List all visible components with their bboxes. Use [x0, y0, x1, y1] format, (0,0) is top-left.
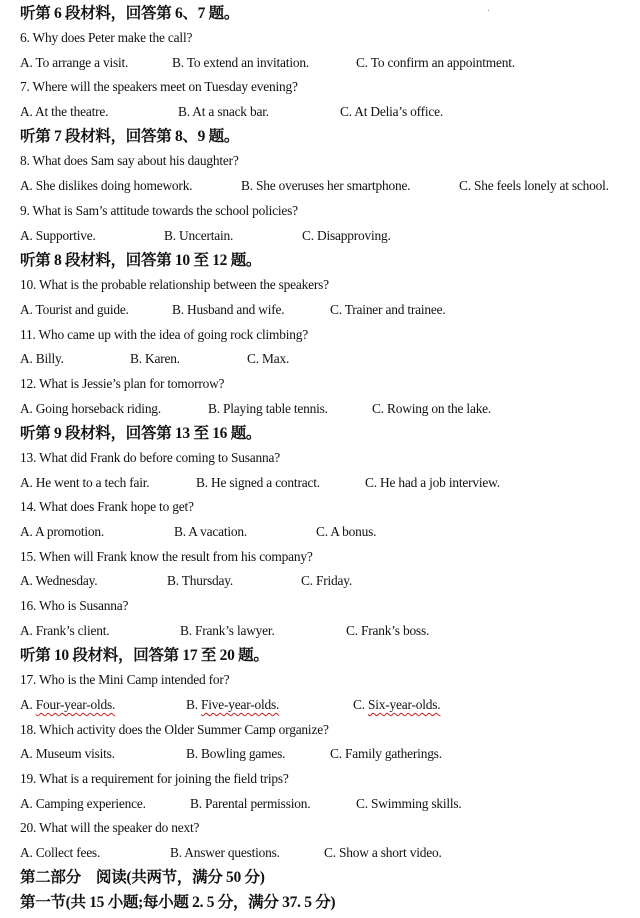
option-c: C. Disapproving.	[302, 228, 391, 243]
option-letter: B.	[186, 697, 202, 712]
question-text: 17. Who is the Mini Camp intended for?	[20, 672, 230, 687]
question-text: 19. What is a requirement for joining the field trips?	[20, 771, 289, 786]
question-text: 15. When will Frank know the result from his company?	[20, 549, 313, 564]
option-a: A. Tourist and guide.	[20, 302, 129, 317]
option-a: A. Billy.	[20, 351, 64, 366]
option-b: B. To extend an invitation.	[172, 55, 309, 70]
question-text: 13. What did Frank do before coming to Susanna?	[20, 450, 280, 465]
question-text: 14. What does Frank hope to get?	[20, 499, 194, 514]
option-c: C. Max.	[247, 351, 290, 366]
section-heading: 听第 7 段材料，回答第 8、9 题。	[20, 128, 240, 145]
option-b: B. Uncertain.	[164, 228, 234, 243]
option-a: A. Going horseback riding.	[20, 401, 161, 416]
option-a: A. A promotion.	[20, 524, 105, 539]
option-a: A. To arrange a visit.	[20, 55, 129, 70]
question-text: 7. Where will the speakers meet on Tuesday evening?	[20, 79, 298, 94]
option-c: C. He had a job interview.	[365, 475, 500, 490]
option-b: B. He signed a contract.	[196, 475, 320, 490]
option-letter: C.	[353, 697, 369, 712]
option-letter: A.	[20, 697, 36, 712]
stray-dot	[488, 10, 489, 11]
option-c: C. Friday.	[301, 573, 353, 588]
option-b: B. At a snack bar.	[178, 104, 269, 119]
option-b: B. She overuses her smartphone.	[241, 178, 411, 193]
question-text: 20. What will the speaker do next?	[20, 820, 200, 835]
option-c: C. Frank’s boss.	[346, 623, 430, 638]
question-text: 10. What is the probable relationship between the speakers?	[20, 277, 329, 292]
option-b	[186, 696, 279, 714]
option-c: C. At Delia’s office.	[340, 104, 444, 119]
option-a: A. Wednesday.	[20, 573, 98, 588]
option-b: B. Karen.	[130, 351, 180, 366]
option-a: A. Frank’s client.	[20, 623, 110, 638]
part-two-title: 第二部分 阅读(共两节，满分 50 分)	[20, 869, 265, 886]
option-c: C. A bonus.	[316, 524, 377, 539]
section-one-title: 第一节(共 15 小题;每小题 2. 5 分，满分 37. 5 分)	[20, 894, 336, 911]
option-c: C. Trainer and trainee.	[330, 302, 446, 317]
option-c: C. She feels lonely at school.	[459, 178, 609, 193]
option-c: C. Show a short video.	[324, 845, 442, 860]
option-a	[20, 696, 115, 714]
option-a: A. Camping experience.	[20, 796, 146, 811]
option-a: A. At the theatre.	[20, 104, 109, 119]
option-a: A. She dislikes doing homework.	[20, 178, 193, 193]
spellcheck-underlined-text: Six-year-olds.	[368, 697, 441, 712]
spellcheck-underlined-text: Four-year-olds.	[35, 697, 116, 712]
question-text: 18. Which activity does the Older Summer Camp organize?	[20, 722, 329, 737]
section-heading: 听第 9 段材料，回答第 13 至 16 题。	[20, 425, 262, 442]
option-c: C. To confirm an appointment.	[356, 55, 515, 70]
section-heading: 听第 6 段材料，回答第 6、7 题。	[20, 5, 240, 22]
option-b: B. Playing table tennis.	[208, 401, 328, 416]
option-b: B. Husband and wife.	[172, 302, 285, 317]
question-text: 16. Who is Susanna?	[20, 598, 129, 613]
option-c: C. Rowing on the lake.	[372, 401, 492, 416]
section-heading: 听第 8 段材料，回答第 10 至 12 题。	[20, 252, 262, 269]
option-b: B. Bowling games.	[186, 746, 286, 761]
question-text: 8. What does Sam say about his daughter?	[20, 153, 239, 168]
question-text: 12. What is Jessie’s plan for tomorrow?	[20, 376, 225, 391]
section-heading: 听第 10 段材料，回答第 17 至 20 题。	[20, 647, 269, 664]
option-b: B. Answer questions.	[170, 845, 280, 860]
option-b: B. Thursday.	[167, 573, 234, 588]
spellcheck-underlined-text: Five-year-olds.	[201, 697, 280, 712]
option-b: B. Parental permission.	[190, 796, 311, 811]
question-text: 6. Why does Peter make the call?	[20, 30, 193, 45]
question-text: 9. What is Sam’s attitude towards the school policies?	[20, 203, 298, 218]
option-b: B. Frank’s lawyer.	[180, 623, 275, 638]
question-text: 11. Who came up with the idea of going rock climbing?	[20, 327, 309, 342]
option-c: C. Family gatherings.	[330, 746, 442, 761]
option-a: A. He went to a tech fair.	[20, 475, 150, 490]
option-a: A. Collect fees.	[20, 845, 101, 860]
option-a: A. Supportive.	[20, 228, 96, 243]
option-c	[353, 696, 440, 714]
option-c: C. Swimming skills.	[356, 796, 462, 811]
option-a: A. Museum visits.	[20, 746, 115, 761]
option-b: B. A vacation.	[174, 524, 248, 539]
